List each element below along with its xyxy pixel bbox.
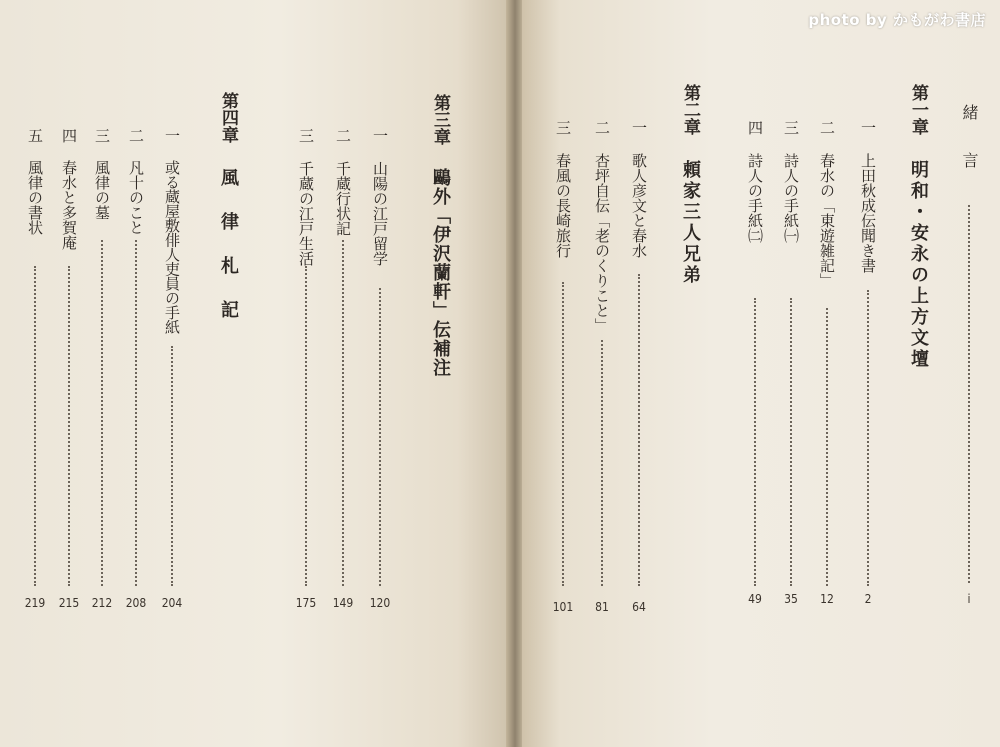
entry-title: 山陽の江戸留学	[371, 161, 389, 266]
entry-title: 春水と多賀庵	[60, 160, 78, 250]
page-number: 219	[24, 596, 46, 610]
leader-dots	[305, 266, 307, 586]
page-number: 101	[552, 600, 574, 614]
leader-dots	[754, 298, 756, 586]
entry-number: 二	[334, 128, 352, 143]
entry-number: 二	[818, 120, 836, 135]
chapter-title: 鷗外「伊沢蘭軒」伝補注	[430, 168, 451, 377]
page-number: i	[967, 592, 971, 606]
entry-number: 二	[593, 120, 611, 135]
chapter-number: 第一章	[908, 84, 928, 135]
entry-number: 三	[297, 128, 315, 143]
entry-title: 上田秋成伝聞き書	[859, 153, 877, 273]
page-number: 204	[161, 596, 183, 610]
entry-title: 歌人彦文と春水	[630, 153, 648, 258]
entry-title: 風律の墓	[93, 160, 111, 220]
leader-dots	[34, 266, 36, 586]
entry-number: 三	[554, 120, 572, 135]
leader-dots	[790, 298, 792, 586]
leader-dots	[171, 346, 173, 586]
photo-credit-watermark: photo by かもがわ書店	[808, 11, 986, 29]
page-number: 81	[595, 600, 609, 614]
leader-dots	[68, 266, 70, 586]
page-number: 208	[125, 596, 147, 610]
entry-title: 或る蔵屋敷俳人吏員の手紙	[163, 160, 181, 334]
page-number: 2	[864, 592, 872, 606]
leader-dots	[342, 240, 344, 586]
entry-number: 四	[60, 128, 78, 143]
page-number: 64	[632, 600, 646, 614]
page-number: 12	[820, 592, 834, 606]
page-number: 215	[58, 596, 80, 610]
entry-number: 二	[127, 128, 145, 143]
page-number: 212	[91, 596, 113, 610]
entry-number: 三	[93, 128, 111, 143]
chapter-number: 第二章	[680, 84, 700, 135]
leader-dots	[562, 282, 564, 586]
entry-number: 三	[782, 120, 800, 135]
chapter-number: 第四章	[218, 92, 238, 143]
entry-title: 詩人の手紙㈠	[782, 153, 800, 243]
page-number: 175	[295, 596, 317, 610]
entry-number: 一	[163, 128, 181, 143]
entry-title: 凡十のこと	[127, 160, 145, 235]
chapter-title: 風 律 札 記	[218, 168, 239, 322]
entry-title: 春風の長崎旅行	[554, 153, 572, 258]
leader-dots	[867, 290, 869, 586]
leader-dots	[968, 205, 970, 583]
page-number: 35	[784, 592, 798, 606]
chapter-title: 頼家三人兄弟	[680, 160, 701, 286]
chapter-number: 第三章	[430, 94, 450, 145]
page-number: 120	[369, 596, 391, 610]
leader-dots	[826, 308, 828, 586]
entry-number: 一	[630, 120, 648, 135]
entry-number: 一	[371, 128, 389, 143]
entry-title: 杏坪自伝「老のくりこと」	[593, 153, 611, 333]
entry-title: 詩人の手紙㈡	[746, 153, 764, 243]
page-number: 149	[332, 596, 354, 610]
entry-title: 春水の「東遊雑記」	[818, 153, 836, 288]
preface-title: 緒 言	[960, 104, 979, 168]
chapter-title: 明和・安永の上方文壇	[908, 160, 929, 370]
leader-dots	[601, 340, 603, 586]
entry-title: 風律の書状	[26, 160, 44, 235]
leader-dots	[638, 274, 640, 586]
entry-number: 一	[859, 120, 877, 135]
entry-title: 千蔵行状記	[334, 161, 352, 236]
leader-dots	[379, 288, 381, 586]
page-number: 49	[748, 592, 762, 606]
entry-title: 千蔵の江戸生活	[297, 161, 315, 266]
leader-dots	[101, 240, 103, 586]
leader-dots	[135, 240, 137, 586]
entry-number: 四	[746, 120, 764, 135]
entry-number: 五	[26, 128, 44, 143]
